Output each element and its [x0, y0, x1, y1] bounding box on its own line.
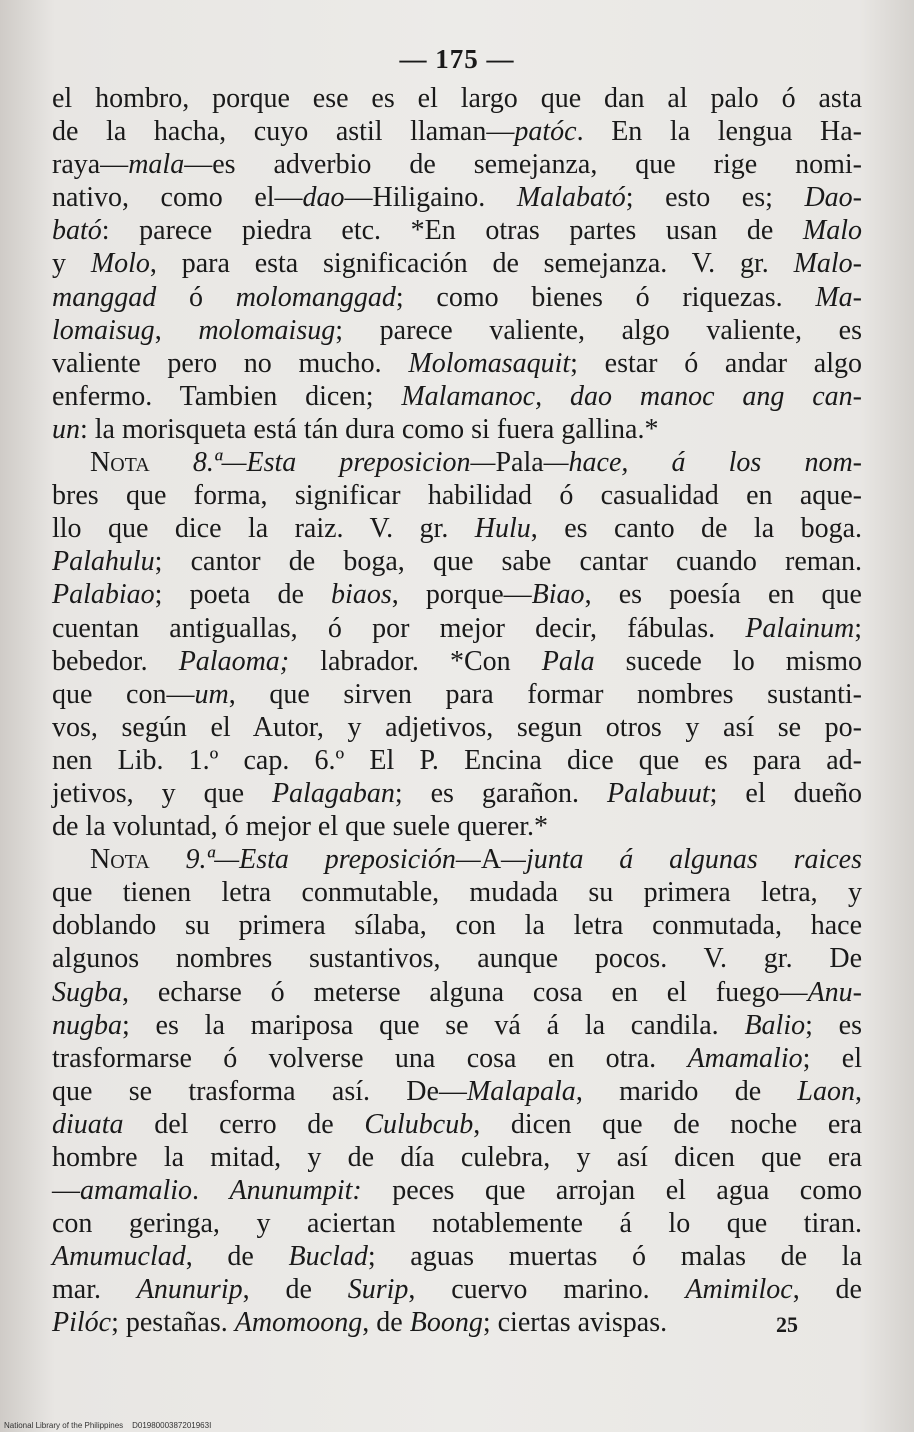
text-run: , de	[185, 1241, 289, 1273]
text-line	[52, 1273, 862, 1306]
text-line	[52, 512, 862, 545]
text-line	[52, 1306, 862, 1339]
italic-term: molomaisug	[198, 314, 336, 346]
text-run: bebedor.	[52, 645, 179, 677]
text-run: , es canto de la boga.	[530, 513, 862, 545]
text-line	[52, 1240, 862, 1273]
italic-term: Dao-	[804, 182, 862, 214]
text-run: cuentan antiguallas, ó por mejor decir, fábulas.	[52, 612, 746, 644]
page-number: — 175 —	[399, 44, 515, 74]
text-line	[52, 843, 862, 876]
text-run: enfermo. Tambien dicen;	[52, 380, 402, 412]
text-run: el hombro, porque ese es el largo que dan al palo ó asta	[52, 83, 862, 114]
text-run: , porque—	[391, 579, 532, 611]
text-run: que con—	[52, 678, 195, 710]
italic-term: bató	[52, 215, 102, 247]
text-run: , de	[792, 1274, 862, 1306]
text-run: del cerro de	[123, 1108, 365, 1140]
signature-mark: 25	[776, 1312, 798, 1337]
italic-term: nugba	[52, 1009, 122, 1041]
text-run: mar.	[52, 1274, 137, 1306]
italic-term: Laon	[797, 1075, 855, 1107]
text-run: : la morisqueta está tán dura como si fuera gallina.*	[80, 413, 659, 445]
italic-term: Molo	[90, 248, 150, 280]
text-run: ó	[156, 281, 236, 313]
text-run: .	[192, 1175, 230, 1207]
text-run: , de	[362, 1307, 410, 1339]
italic-term: Anu-	[807, 976, 862, 1008]
italic-term: lomaisug	[52, 314, 155, 346]
text-run: raya—	[52, 149, 129, 181]
text-run: nativo, como el—	[52, 182, 303, 214]
text-run: ; el	[802, 1042, 862, 1074]
text-run: valiente pero no mucho.	[52, 347, 409, 379]
text-run: —es adverbio de semejanza, que rige nomi-	[184, 149, 862, 181]
text-line	[52, 777, 862, 810]
text-line	[52, 876, 862, 909]
text-run: ,	[154, 314, 199, 346]
text-run: ; es la mariposa que se vá á la candila.	[122, 1009, 745, 1041]
text-run: , es poesía en que	[584, 579, 862, 611]
text-run: hombre la mitad, y de día culebra, y así dicen que era	[52, 1142, 862, 1173]
italic-term: 9.ª—Esta preposición—	[149, 844, 481, 876]
italic-term: Boong	[409, 1307, 483, 1339]
text-line	[52, 1075, 862, 1108]
text-run: ; aguas muertas ó malas de la	[367, 1241, 862, 1273]
text-run: que se trasforma así. De—	[52, 1075, 467, 1107]
text-run: que tienen letra conmutable, mudada su primera letra, y	[52, 877, 862, 909]
text-line	[52, 479, 862, 512]
italic-term: um	[194, 678, 229, 710]
text-line	[52, 1174, 862, 1207]
text-run: peces que arrojan el agua como	[361, 1175, 862, 1207]
text-run: de la voluntad, ó mejor el que suele querer.*	[52, 811, 549, 843]
italic-term: Balio	[744, 1009, 806, 1041]
text-line	[52, 380, 862, 413]
italic-term: —junta á algunas raices	[501, 844, 863, 876]
italic-term: —hace, á los nom-	[543, 447, 862, 479]
text-run: algunos nombres sustantivos, aunque pocos. V. gr. De	[52, 943, 862, 975]
text-run: y	[52, 248, 91, 280]
italic-term: Amumuclad	[52, 1241, 186, 1273]
italic-term: Palabuut	[607, 777, 710, 809]
scan-id: D0198000387201963I	[132, 1421, 212, 1430]
text-line	[52, 744, 862, 777]
text-run: , marido de	[575, 1075, 798, 1107]
text-line	[52, 678, 862, 711]
italic-term: Amomoong	[234, 1307, 363, 1339]
text-run: , dicen que de noche era	[473, 1108, 862, 1140]
text-line	[52, 810, 862, 843]
text-run: . En la lengua Ha-	[576, 116, 862, 148]
text-run: Pala	[495, 447, 544, 479]
text-run: labrador. *Con	[289, 645, 542, 677]
italic-term: Amimiloc	[685, 1274, 793, 1306]
italic-term: 8.ª—Esta preposicion—	[149, 447, 496, 479]
italic-term: Pilóc	[52, 1307, 112, 1339]
italic-term: Palagaban	[271, 777, 395, 809]
text-run: —Hiligaino.	[344, 182, 517, 214]
text-run: nen Lib. 1.º cap. 6.º El P. Encina dice que es para ad-	[52, 744, 862, 776]
text-line	[52, 711, 862, 744]
text-line	[52, 1141, 862, 1174]
italic-term: Buclad	[288, 1241, 368, 1273]
text-line	[52, 413, 862, 446]
text-run: ; esto es;	[625, 182, 805, 214]
italic-term: Palahulu	[52, 546, 155, 578]
italic-term: Palaoma;	[178, 645, 290, 677]
italic-term: Palabiao	[52, 579, 155, 611]
text-run: , que sirven para formar nombres sustanti-	[228, 678, 862, 710]
text-run: ; el dueño	[709, 777, 862, 809]
text-line	[52, 1207, 862, 1240]
italic-term: un	[52, 413, 80, 445]
note-label: Nota	[90, 447, 150, 479]
text-run: —	[52, 1175, 80, 1207]
italic-term: Molomasaquit	[408, 347, 571, 379]
text-line	[52, 347, 862, 380]
italic-term: Malo-	[793, 248, 863, 280]
text-run: ; como bienes ó riquezas.	[395, 281, 816, 313]
text-line	[52, 82, 862, 115]
italic-term: molomanggad	[235, 281, 396, 313]
library-footer	[4, 1421, 211, 1430]
italic-term: Malo	[802, 215, 862, 247]
italic-term: dao	[302, 182, 345, 214]
text-line	[52, 545, 862, 578]
text-line	[52, 115, 862, 148]
text-run: : parece piedra etc. *En otras partes usan de	[101, 215, 803, 247]
text-run: ; es	[805, 1009, 862, 1041]
text-line	[52, 247, 862, 280]
text-line	[52, 1042, 862, 1075]
italic-term: Amamalio	[687, 1042, 803, 1074]
italic-term: Surip	[347, 1274, 409, 1306]
italic-term: Palainum	[745, 612, 855, 644]
italic-term: Sugba	[52, 976, 122, 1008]
text-run: jetivos, y que	[52, 777, 272, 809]
text-run: ; pestañas.	[111, 1307, 235, 1339]
text-run: ; es garañon.	[394, 777, 607, 809]
italic-term: Ma-	[815, 281, 862, 313]
library-name: National Library of the Philippines	[4, 1421, 124, 1430]
italic-term: Anunumpit:	[229, 1175, 362, 1207]
text-run: , para esta significación de semejanza. V. gr.	[149, 248, 794, 280]
italic-term: patóc	[514, 116, 577, 148]
text-run: ; ciertas avispas.	[482, 1307, 668, 1339]
text-run: ; estar ó andar algo	[570, 347, 862, 379]
text-run: , de	[242, 1274, 348, 1306]
italic-term: Malapala	[466, 1075, 576, 1107]
text-line	[52, 1108, 862, 1141]
text-line	[52, 1009, 862, 1042]
text-run: vos, según el Autor, y adjetivos, segun otros y así se po-	[52, 711, 862, 743]
text-line	[52, 909, 862, 942]
text-line	[52, 281, 862, 314]
text-line	[52, 214, 862, 247]
note-label: Nota	[90, 844, 150, 876]
text-line	[52, 612, 862, 645]
text-run: ; cantor de boga, que sabe cantar cuando reman.	[154, 546, 862, 578]
text-run: sucede lo mismo	[594, 645, 862, 677]
text-run: con geringa, y aciertan notablemente á lo que tiran.	[52, 1208, 862, 1240]
text-run: de la hacha, cuyo astil llaman—	[52, 116, 515, 148]
text-run: doblando su primera sílaba, con la letra conmutada, hace	[52, 910, 862, 942]
italic-term: Hulu	[474, 513, 531, 545]
text-line	[52, 181, 862, 214]
italic-term: diuata	[52, 1108, 124, 1140]
text-line	[52, 645, 862, 678]
text-run: trasformarse ó volverse una cosa en otra.	[52, 1042, 688, 1074]
text-run: ; parece valiente, algo valiente, es	[335, 314, 862, 346]
italic-term: Biao	[531, 579, 585, 611]
text-line	[52, 976, 862, 1009]
text-line	[52, 942, 862, 975]
italic-term: Pala	[541, 645, 595, 677]
text-run: A	[480, 844, 502, 876]
italic-term: Malamanoc, dao manoc ang can-	[401, 380, 862, 412]
text-line	[52, 446, 862, 479]
text-run: , cuervo marino.	[408, 1274, 686, 1306]
text-run: ; poeta de	[154, 579, 332, 611]
text-run: llo que dice la raiz. V. gr.	[52, 513, 475, 545]
body-text	[52, 82, 862, 1340]
italic-term: manggad	[52, 281, 157, 313]
italic-term: mala	[128, 149, 185, 181]
text-run: ,	[854, 1075, 862, 1107]
text-line	[52, 314, 862, 347]
italic-term: Malabató	[516, 182, 626, 214]
text-line	[52, 578, 862, 611]
italic-term: Anunurip	[136, 1274, 243, 1306]
text-run: ;	[854, 612, 862, 644]
italic-term: amamalio	[80, 1175, 192, 1207]
italic-term: Culubcub	[364, 1108, 474, 1140]
text-run: bres que forma, significar habilidad ó casualidad en aque-	[52, 480, 862, 512]
text-line	[52, 148, 862, 181]
italic-term: biaos	[331, 579, 392, 611]
text-run: , echarse ó meterse alguna cosa en el fuego—	[122, 976, 808, 1008]
